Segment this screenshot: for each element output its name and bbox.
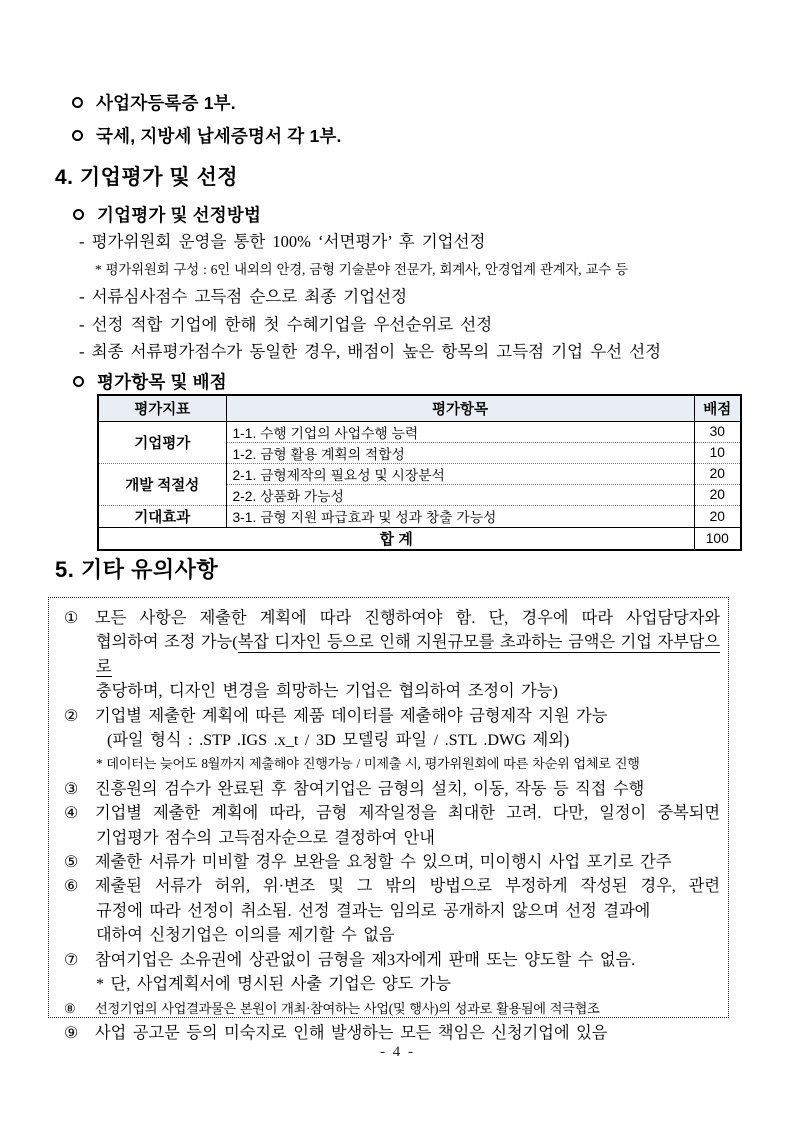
notice-item-8: [63, 997, 720, 1021]
circled-number: ④: [64, 804, 79, 823]
note-text: 기업별 제출한 계획에 따라, 금형 제작일정을 최대한 고려. 다만, 일정이 중복되면: [95, 804, 720, 823]
category-cell: 개발 적절성: [98, 463, 226, 505]
note-line: 충당하며, 디자인 변경을 희망하는 기업은 협의하여 조정이 가능): [96, 682, 558, 701]
method-item: - 서류심사점수 고득점 순으로 최종 기업선정: [79, 287, 408, 307]
note-text: 협의하여 조정 가능(: [96, 633, 238, 652]
method-item: - 선정 적합 기업에 한해 첫 수혜기업을 우선순위로 선정: [79, 314, 493, 334]
notice-item-4: [63, 801, 720, 850]
notice-item-6: [63, 874, 720, 947]
scoring-title-text: 평가항목 및 배점: [97, 372, 227, 392]
underlined-text: 복잡 디자인 등으로 인해 지원규모를 초과하는 금액은 기업 자부담으로: [96, 633, 720, 676]
page-number: - 4 -: [380, 1044, 413, 1060]
notice-item-2: [63, 704, 720, 777]
item-cell: 2-1. 금형제작의 필요성 및 시장분석: [226, 463, 694, 484]
table-row: [98, 421, 741, 442]
method-title-text: 기업평가 및 선정방법: [97, 205, 262, 225]
item-cell: 2-2. 상품화 가능성: [226, 484, 694, 505]
score-cell: 20: [694, 505, 741, 527]
column-header: 배점: [694, 395, 741, 421]
circle-bullet-icon: [72, 130, 83, 141]
note-line: (파일 형식 : .STP .IGS .x_t / 3D 모델링 파일 / .STL .DWG 제외): [107, 731, 570, 750]
category-cell: 기대효과: [98, 505, 226, 527]
score-cell: 30: [694, 421, 741, 442]
score-cell: 20: [694, 484, 741, 505]
method-item: - 최종 서류평가점수가 동일한 경우, 배점이 높은 항목의 고득점 기업 우선 선정: [79, 342, 662, 362]
note-line: [63, 777, 720, 801]
attachment-text: 국세, 지방세 납세증명서 각 1부.: [96, 126, 342, 146]
attachment-item: [72, 119, 342, 152]
table-row: [98, 505, 741, 527]
note-text: 기업별 제출한 계획에 따른 제품 데이터를 제출해야 금형제작 지원 가능: [95, 706, 608, 725]
evaluation-score-table: [97, 394, 742, 551]
circled-number: ⑤: [64, 853, 79, 872]
circled-number: ⑨: [64, 1023, 79, 1042]
section-5-heading: 5. 기타 유의사항: [55, 557, 219, 582]
note-line: * 데이터는 늦어도 8월까지 제출해야 진행가능 / 미제출 시, 평가위원회에 따른 차순위 업체로 진행: [96, 756, 640, 772]
item-cell: 1-2. 금형 활용 계획의 적합성: [226, 442, 694, 463]
note-line: [63, 948, 720, 972]
note-text: 선정기업의 사업결과물은 본원이 개최·참여하는 사업(및 행사)의 성과로 활용됨에 적극협조: [95, 1000, 600, 1016]
note-text: 제출된 서류가 허위, 위·변조 및 그 밖의 방법으로 부정하게 작성된 경우, 관련: [95, 877, 720, 896]
circled-number: ②: [64, 706, 79, 725]
note-line: [63, 850, 720, 874]
note-line: [63, 630, 720, 679]
note-line: [63, 1021, 720, 1045]
note-line: [63, 606, 720, 630]
table-header-row: [98, 395, 741, 421]
note-line: [63, 801, 720, 825]
notice-item-9: [63, 1021, 720, 1045]
method-item-list: [57, 228, 757, 366]
note-line: 대하여 신청기업은 이의를 제기할 수 없음: [96, 926, 395, 945]
note-text: 모든 사항은 제출한 계획에 따라 진행하여야 함. 단, 경우에 따라 사업담당자와: [95, 609, 720, 627]
method-item: - 평가위원회 운영을 통한 100% ‘서면평가’ 후 기업선정: [79, 232, 486, 251]
attachment-text: 사업자등록증 1부.: [96, 93, 236, 113]
circle-bullet-icon: [73, 376, 84, 387]
score-cell: 10: [694, 442, 741, 463]
method-subsection-title: [73, 198, 261, 231]
item-cell: 1-1. 수행 기업의 사업수행 능력: [226, 421, 694, 442]
note-line: [63, 874, 720, 898]
notice-item-1: [63, 606, 720, 704]
attachment-item: [72, 86, 342, 119]
circled-number: ①: [64, 609, 79, 627]
column-header: 평가항목: [226, 395, 694, 421]
circled-number: ③: [64, 779, 79, 798]
category-cell: 기업평가: [98, 421, 226, 463]
section-4-heading: 4. 기업평가 및 선정: [55, 166, 239, 189]
note-line: [63, 997, 720, 1021]
circle-bullet-icon: [73, 209, 84, 220]
note-line: 기업평가 점수의 고득점자순으로 결정하여 안내: [96, 828, 435, 847]
notice-box: [48, 597, 729, 1042]
notice-item-7: [63, 948, 720, 997]
note-line: * 단, 사업계획서에 명시된 사출 기업은 양도 가능: [96, 975, 452, 994]
item-cell: 3-1. 금형 지원 파급효과 및 성과 창출 가능성: [226, 505, 694, 527]
table-total-row: [98, 527, 741, 550]
note-text: 사업 공고문 등의 미숙지로 인해 발생하는 모든 책임은 신청기업에 있음: [95, 1023, 608, 1042]
circled-number: ⑦: [64, 950, 79, 969]
note-text: 제출한 서류가 미비할 경우 보완을 요청할 수 있으며, 미이행시 사업 포기로 간주: [95, 853, 672, 872]
note-line: 규정에 따라 선정이 취소됨. 선정 결과는 임의로 공개하지 않으며 선정 결과에: [96, 901, 651, 920]
note-text: 참여기업은 소유권에 상관없이 금형을 제3자에게 판매 또는 양도할 수 없음.: [95, 950, 636, 969]
notice-item-5: [63, 850, 720, 874]
note-text: 진흥원의 검수가 완료된 후 참여기업은 금형의 설치, 이동, 작동 등 직접 수행: [95, 779, 645, 798]
total-score-cell: 100: [694, 527, 741, 550]
circled-number: ⑧: [64, 1000, 76, 1016]
table-row: [98, 463, 741, 484]
circle-bullet-icon: [72, 97, 83, 108]
attachment-list: [72, 86, 342, 152]
notice-item-3: [63, 777, 720, 801]
method-item-note: * 평가위원회 구성 : 6인 내외의 안경, 금형 기술분야 전문가, 회계사, 안경업계 관계자, 교수 등: [95, 261, 628, 277]
score-cell: 20: [694, 463, 741, 484]
circled-number: ⑥: [64, 877, 79, 896]
column-header: 평가지표: [98, 395, 226, 421]
note-line: [63, 704, 720, 728]
total-label-cell: 합 계: [98, 527, 694, 550]
